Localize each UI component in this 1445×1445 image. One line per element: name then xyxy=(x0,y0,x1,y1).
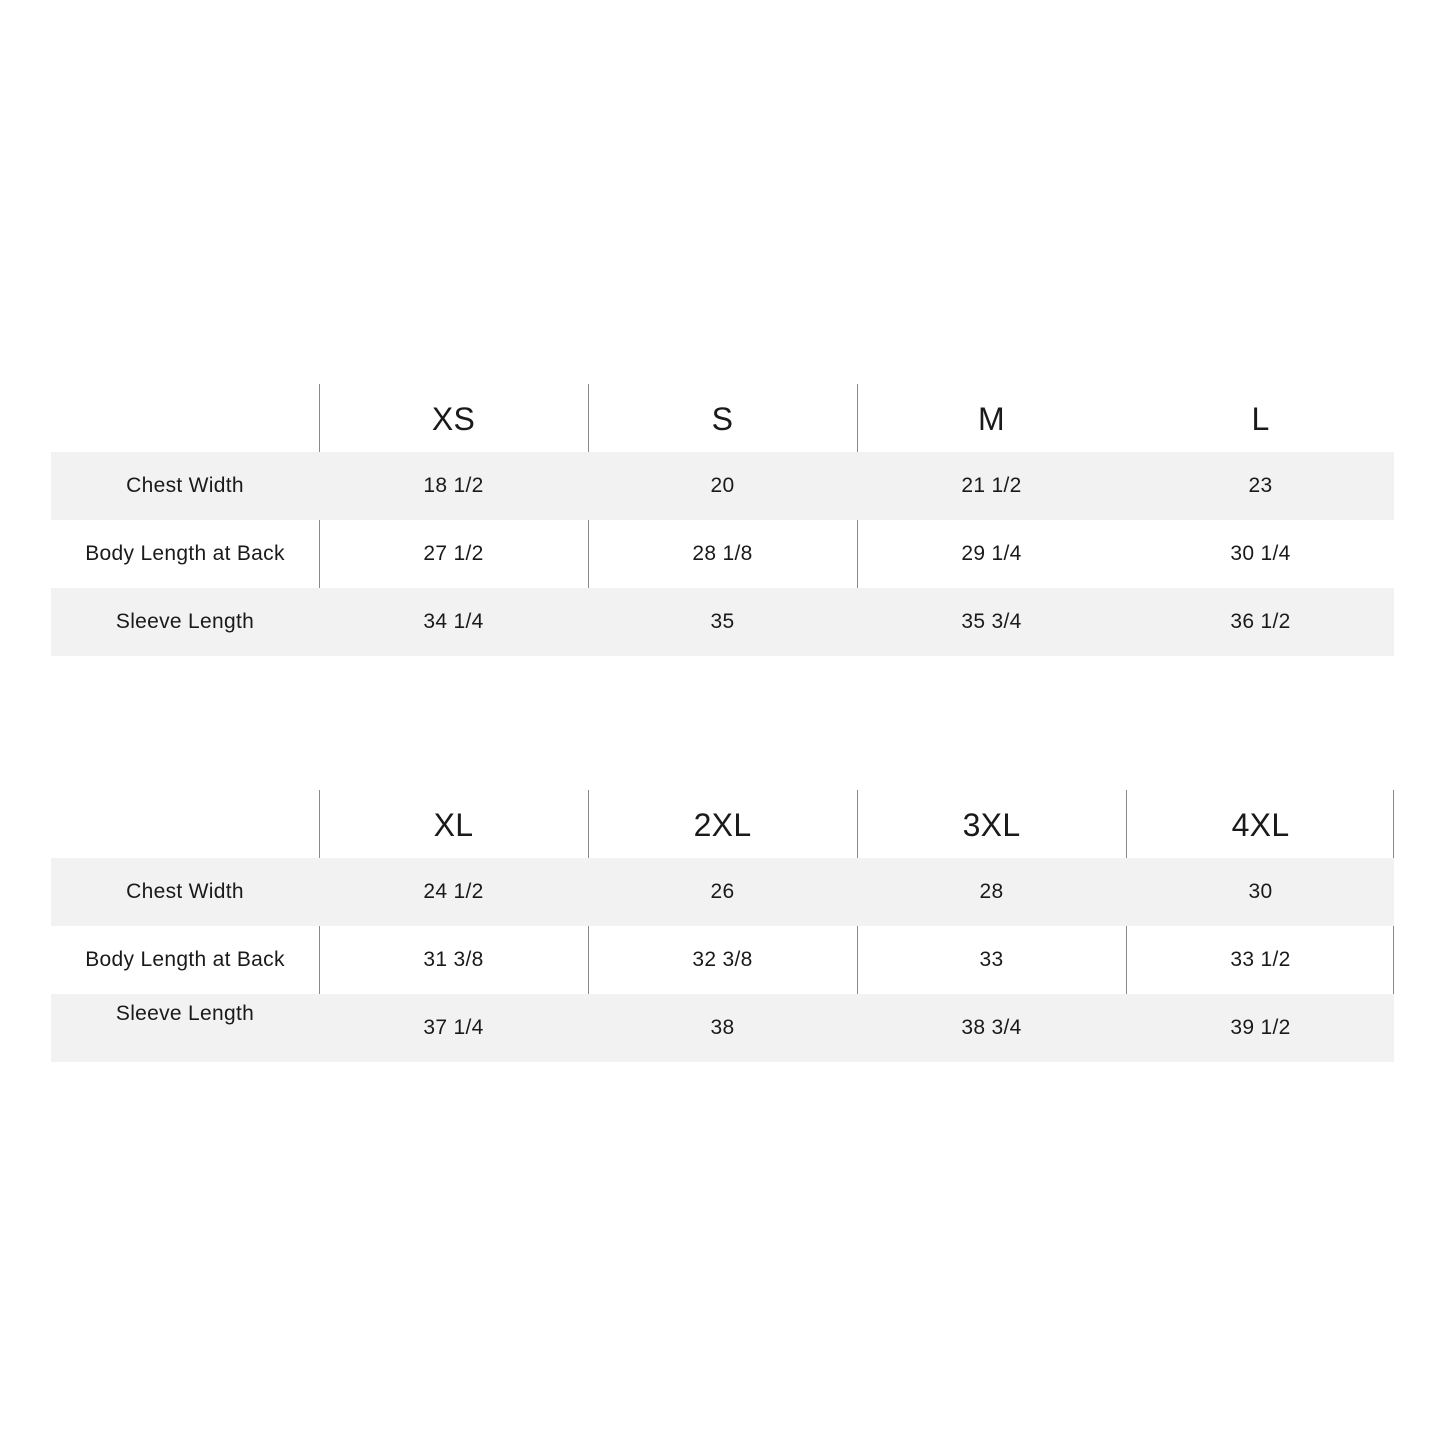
row-label: Chest Width xyxy=(126,880,244,903)
header-row xyxy=(51,790,1394,858)
size-header: XL xyxy=(433,806,474,843)
row-label: Body Length at Back xyxy=(85,542,285,565)
measurement-value: 18 1/2 xyxy=(423,474,484,497)
corner-cell xyxy=(51,790,319,858)
row-label: Sleeve Length xyxy=(115,610,255,633)
measurement-value: 38 xyxy=(710,1016,735,1039)
measurement-value: 39 1/2 xyxy=(1230,1016,1291,1039)
row-label: Chest Width xyxy=(126,474,244,497)
size-table-1 xyxy=(51,384,1394,656)
measurement-value: 28 1/8 xyxy=(692,542,753,565)
measurement-value: 30 1/4 xyxy=(1230,542,1291,565)
table-row xyxy=(51,994,1394,1062)
size-header: 4XL xyxy=(1231,806,1290,843)
measurement-value: 30 xyxy=(1248,880,1273,903)
table-row xyxy=(51,452,1394,520)
table-row xyxy=(51,588,1394,656)
row-label: Sleeve Length xyxy=(115,1002,255,1025)
table-row xyxy=(51,520,1394,588)
measurement-value: 20 xyxy=(710,474,735,497)
measurement-value: 23 xyxy=(1248,474,1273,497)
measurement-value: 31 3/8 xyxy=(423,948,484,971)
measurement-value: 26 xyxy=(710,880,735,903)
size-header: M xyxy=(978,400,1005,437)
measurement-value: 37 1/4 xyxy=(423,1016,484,1039)
measurement-value: 21 1/2 xyxy=(961,474,1022,497)
measurement-value: 38 3/4 xyxy=(961,1016,1022,1039)
size-header: L xyxy=(1251,400,1270,437)
size-table-2 xyxy=(51,790,1394,1062)
table-row xyxy=(51,858,1394,926)
measurement-value: 32 3/8 xyxy=(692,948,753,971)
size-header: XS xyxy=(431,400,476,437)
row-label: Body Length at Back xyxy=(85,948,285,971)
measurement-value: 35 xyxy=(710,610,735,633)
measurement-value: 28 xyxy=(979,880,1004,903)
measurement-value: 35 3/4 xyxy=(961,610,1022,633)
header-row xyxy=(51,384,1394,452)
measurement-value: 33 1/2 xyxy=(1230,948,1291,971)
measurement-value: 36 1/2 xyxy=(1230,610,1291,633)
measurement-value: 33 xyxy=(979,948,1004,971)
size-header: 2XL xyxy=(693,806,752,843)
measurement-value: 29 1/4 xyxy=(961,542,1022,565)
measurement-value: 24 1/2 xyxy=(423,880,484,903)
measurement-value: 34 1/4 xyxy=(423,610,484,633)
measurement-value: 27 1/2 xyxy=(423,542,484,565)
table-row xyxy=(51,926,1394,994)
size-header: 3XL xyxy=(962,806,1021,843)
corner-cell xyxy=(51,384,319,452)
size-header: S xyxy=(711,400,734,437)
